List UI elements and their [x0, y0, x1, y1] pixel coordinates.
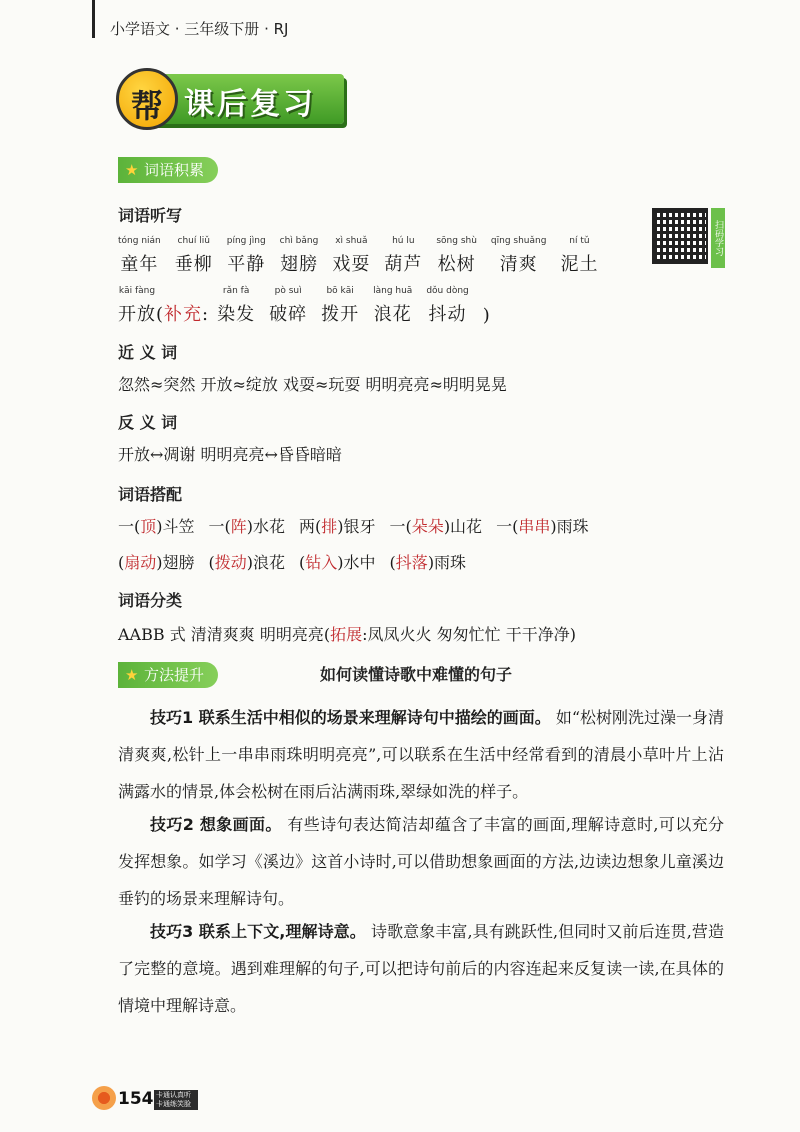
hanzi: 浪花	[373, 304, 412, 325]
dictation-word	[332, 236, 370, 276]
dictation-word	[491, 236, 547, 276]
star-icon: ★	[125, 161, 139, 179]
collocation-post: )雨珠	[427, 553, 467, 572]
tip-label: 技巧3 联系上下文,理解诗意。	[150, 922, 366, 941]
collocation-fill: 阵	[230, 517, 247, 536]
collocation-pre: 两(	[299, 517, 322, 536]
collocation-pre: (	[299, 553, 306, 572]
collocation-pre: 一(	[389, 517, 412, 536]
pinyin: sōng shù	[436, 236, 477, 246]
collocation-pre: 一(	[118, 517, 141, 536]
collocation-post: )斗笠	[156, 517, 195, 536]
hanzi: 染发	[217, 304, 256, 325]
collocation-fill: 朵朵	[411, 517, 444, 536]
hanzi: 松树	[437, 254, 476, 275]
tip-paragraph-3	[118, 913, 724, 1024]
pinyin: dǒu dòng	[426, 286, 469, 296]
antonyms-line: 开放↔凋谢 明明亮亮↔昏昏暗暗	[118, 445, 342, 464]
dictation-word	[175, 236, 213, 276]
pinyin: bō kāi	[326, 286, 354, 296]
collocation-row-2	[118, 550, 480, 573]
flower-icon	[92, 1086, 116, 1110]
hanzi: 葫芦	[384, 254, 423, 275]
collocation-post: )翅膀	[156, 553, 195, 572]
dictation-word	[560, 236, 598, 276]
dictation-word	[227, 236, 266, 276]
collocation-item	[390, 517, 483, 536]
pinyin: ní tǔ	[569, 236, 590, 246]
collocation-item	[299, 517, 376, 536]
dictation-heading: 词语听写	[118, 206, 183, 225]
page-spine-line	[92, 0, 95, 38]
collocation-post: )山花	[443, 517, 483, 536]
dictation-word	[217, 286, 255, 326]
qr-code-icon[interactable]	[652, 208, 708, 264]
dictation-row-1	[118, 236, 612, 276]
tip-label: 技巧2 想象画面。	[150, 815, 282, 834]
hanzi: 垂柳	[174, 254, 213, 275]
collocation-item	[209, 553, 286, 572]
pinyin: kāi fàng	[118, 286, 156, 296]
collocation-pre: (	[389, 553, 396, 572]
star-icon: ★	[125, 666, 139, 684]
collocation-fill: 排	[321, 517, 338, 536]
collocation-pre: 一(	[208, 517, 231, 536]
hanzi: 开放	[118, 304, 156, 325]
dictation-word	[426, 286, 468, 326]
collocation-fill: 钻入	[305, 553, 338, 572]
pinyin: qīng shuǎng	[490, 236, 547, 246]
collocation-item	[390, 553, 467, 572]
dictation-word	[280, 236, 319, 276]
pinyin: píng jìng	[226, 236, 266, 246]
classification-ext-label: 拓展	[330, 625, 363, 644]
collocation-item	[118, 553, 195, 572]
pinyin: hú lu	[392, 236, 415, 246]
hanzi: 平静	[227, 254, 266, 275]
tip-body: 如“松树刚洗过澡一身清清爽爽,松针上一串串雨珠明明亮亮”,可以联系在生活中经常看到的清晨小草叶片上沾满露水的情景,体会松树在雨后沾满雨珠,翠绿如洗的样子。	[118, 708, 724, 801]
hanzi: 泥土	[560, 254, 599, 275]
qr-side-label: 扫码学习	[711, 208, 725, 268]
dictation-word	[436, 236, 477, 276]
pinyin: tóng nián	[118, 236, 161, 246]
hanzi: 清爽	[499, 254, 538, 275]
method-title: 如何读懂诗歌中难懂的句子	[320, 665, 513, 684]
collocation-post: )浪花	[246, 553, 286, 572]
collocation-post: )雨珠	[550, 517, 589, 536]
supplement-lead	[156, 300, 209, 326]
pinyin: chuí liǔ	[177, 236, 210, 246]
collocation-fill: 顶	[140, 517, 157, 536]
collocation-item	[118, 517, 195, 536]
collocation-fill: 串串	[518, 517, 551, 536]
supplement-label: 补充	[164, 304, 203, 325]
collocation-fill: 拨动	[214, 553, 247, 572]
classification-heading: 词语分类	[118, 591, 183, 610]
pinyin: chì bǎng	[279, 236, 319, 246]
tip-paragraph-1	[118, 699, 724, 810]
collocation-item	[496, 517, 589, 536]
dictation-word	[373, 286, 412, 326]
pinyin: xì shuǎ	[335, 236, 368, 246]
collocation-fill: 抖落	[395, 553, 428, 572]
collocation-heading: 词语搭配	[118, 485, 183, 504]
hanzi: 破碎	[269, 304, 308, 325]
collocation-pre: (	[208, 553, 215, 572]
section-tag-method-label: 方法提升	[144, 666, 205, 684]
classification-suffix: :凤凤火火 匆匆忙忙 干干净净)	[362, 625, 576, 644]
dictation-word	[269, 286, 307, 326]
collocation-pre: 一(	[496, 517, 519, 536]
classification-line	[118, 622, 576, 645]
section-tag-method	[118, 662, 218, 688]
tip-paragraph-2	[118, 806, 724, 917]
pinyin: làng huā	[373, 286, 413, 296]
banner-title: 课后复习	[184, 87, 316, 122]
synonyms-line: 忽然≈突然 开放≈绽放 戏耍≈玩耍 明明亮亮≈明明晃晃	[118, 375, 507, 394]
dictation-word	[118, 286, 156, 326]
paren-open: (	[156, 304, 165, 325]
collocation-row-1	[118, 514, 603, 537]
section-tag-vocab	[118, 157, 218, 183]
footer-slogan: 卡通认真听 卡通练笑脸	[154, 1090, 198, 1110]
collocation-pre: (	[118, 553, 125, 572]
page-number: 154	[118, 1089, 154, 1109]
dictation-word	[321, 286, 359, 326]
dictation-word	[118, 236, 161, 276]
collocation-item	[209, 517, 286, 536]
tip-body: 有些诗句表达简洁却蕴含了丰富的画面,理解诗意时,可以充分发挥想象。如学习《溪边》这首小诗时,可以借助想象画面的方法,边读边想象儿童溪边垂钓的场景来理解诗句。	[118, 815, 724, 908]
section-tag-vocab-label: 词语积累	[144, 161, 205, 179]
banner-badge	[116, 68, 178, 130]
hanzi: 戏耍	[332, 254, 371, 275]
tip-label: 技巧1 联系生活中相似的场景来理解诗句中描绘的画面。	[150, 708, 551, 727]
collocation-item	[299, 553, 376, 572]
antonyms-heading: 反 义 词	[118, 413, 178, 432]
pinyin: pò suì	[274, 286, 302, 296]
pinyin: rǎn fà	[222, 286, 250, 296]
collocation-post: )水花	[246, 517, 286, 536]
dictation-word	[384, 236, 422, 276]
synonyms-heading: 近 义 词	[118, 343, 178, 362]
hanzi: 翅膀	[280, 254, 318, 275]
colon: :	[202, 304, 210, 325]
page-header-title: 小学语文 · 三年级下册 · RJ	[110, 20, 289, 38]
collocation-fill: 扇动	[124, 553, 157, 572]
review-banner	[116, 68, 346, 130]
collocation-post: )银牙	[337, 517, 376, 536]
dictation-row-2	[118, 286, 491, 326]
banner-badge-text: 帮	[131, 87, 164, 125]
hanzi: 拨开	[321, 304, 360, 325]
classification-prefix: AABB 式 清清爽爽 明明亮亮(	[118, 625, 331, 644]
paren-close: )	[482, 305, 491, 326]
hanzi: 抖动	[428, 304, 467, 325]
hanzi: 童年	[120, 254, 159, 275]
collocation-post: )水中	[337, 553, 376, 572]
tip-body: 诗歌意象丰富,具有跳跃性,但同时又前后连贯,营造了完整的意境。遇到难理解的句子,可以把诗句前后的内容连起来反复读一读,在具体的情境中理解诗意。	[118, 922, 724, 1015]
